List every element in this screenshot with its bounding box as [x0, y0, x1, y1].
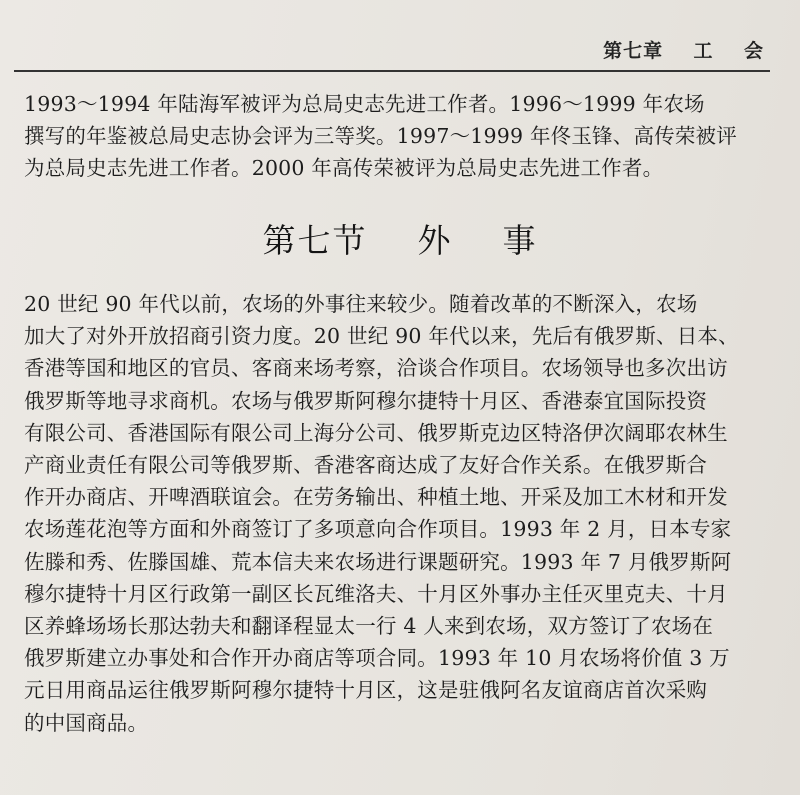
text-line: 俄罗斯建立办事处和合作开办商店等项合同。1993 年 10 月农场将价值 3 万	[24, 646, 730, 671]
text-line: 产商业责任有限公司等俄罗斯、香港客商达成了友好合作关系。在俄罗斯合	[24, 453, 708, 478]
text-line: 农场莲花泡等方面和外商签订了多项意向合作项目。1993 年 2 月，日本专家	[24, 517, 732, 542]
text-line: 1993～1994 年陆海军被评为总局史志先进工作者。1996～1999 年农场	[24, 92, 705, 116]
text-line: 撰写的年鉴被总局史志协会评为三等奖。1997～1999 年佟玉锋、高传荣被评	[24, 124, 737, 149]
text-line: 20 世纪 90 年代以前，农场的外事往来较少。随着改革的不断深入，农场	[24, 292, 698, 316]
section-title: 第七节 外 事	[262, 221, 538, 260]
running-header	[0, 26, 800, 66]
text-line: 为总局史志先进工作者。2000 年高传荣被评为总局史志先进工作者。	[24, 156, 664, 181]
header-divider	[14, 70, 770, 72]
text-line: 元日用商品运往俄罗斯阿穆尔捷特十月区，这是驻俄阿名友谊商店首次采购	[24, 678, 708, 703]
text-line: 香港等国和地区的官员、客商来场考察，洽谈合作项目。农场领导也多次出访	[24, 356, 728, 381]
body-paragraph	[24, 288, 782, 739]
text-line: 加大了对外开放招商引资力度。20 世纪 90 年代以来，先后有俄罗斯、日本、	[24, 324, 739, 349]
text-line: 区养蜂场场长那达勃夫和翻译程显太一行 4 人来到农场，双方签订了农场在	[24, 614, 714, 639]
text-line: 俄罗斯等地寻求商机。农场与俄罗斯阿穆尔捷特十月区、香港泰宜国际投资	[24, 388, 708, 413]
intro-paragraph	[24, 88, 782, 185]
text-line: 穆尔捷特十月区行政第一副区长瓦维洛夫、十月区外事办主任灭里克夫、十月	[24, 581, 728, 606]
text-line: 佐滕和秀、佐滕国雄、荒本信夫来农场进行课题研究。1993 年 7 月俄罗斯阿	[24, 549, 732, 574]
chapter-heading: 第七章 工 会	[603, 40, 764, 62]
text-line: 有限公司、香港国际有限公司上海分公司、俄罗斯克边区特洛伊次阔耶农林生	[24, 420, 728, 445]
text-line: 作开办商店、开啤酒联谊会。在劳务输出、种植土地、开采及加工木材和开发	[24, 485, 728, 510]
text-line: 的中国商品。	[24, 710, 149, 735]
